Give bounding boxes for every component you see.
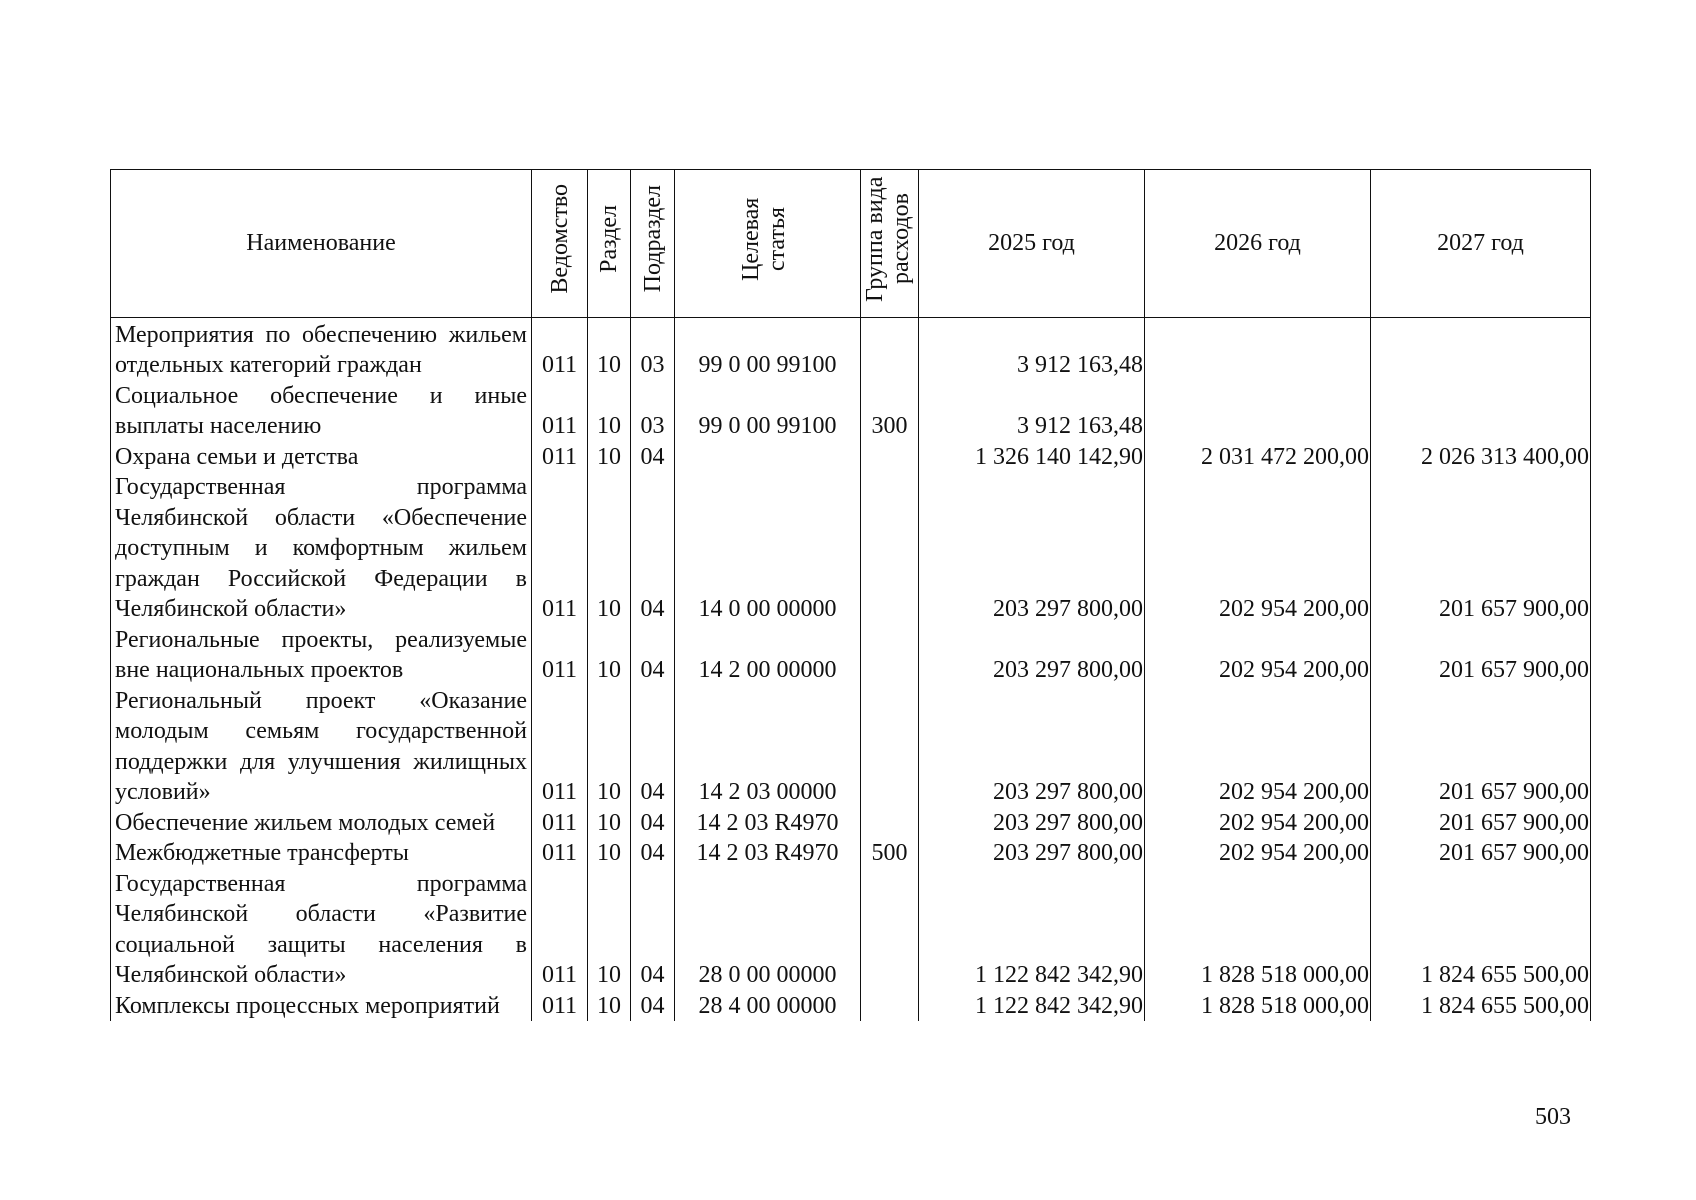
cell-2026 bbox=[1145, 381, 1371, 442]
cell-razdel: 10 bbox=[588, 381, 631, 442]
cell-podrazdel: 04 bbox=[631, 442, 675, 473]
header-vedomstvo-label: Ведомство bbox=[546, 184, 573, 294]
cell-2025: 203 297 800,00 bbox=[919, 808, 1145, 839]
cell-2025: 3 912 163,48 bbox=[919, 381, 1145, 442]
header-vedomstvo bbox=[532, 170, 588, 318]
cell-podrazdel: 04 bbox=[631, 991, 675, 1022]
cell-celevaya-statya: 99 0 00 99100 bbox=[675, 381, 861, 442]
cell-2027 bbox=[1371, 317, 1591, 381]
table-row bbox=[111, 838, 1591, 869]
cell-2026: 202 954 200,00 bbox=[1145, 808, 1371, 839]
cell-2027: 2 026 313 400,00 bbox=[1371, 442, 1591, 473]
cell-celevaya-statya: 14 2 03 R4970 bbox=[675, 808, 861, 839]
page-number: 503 bbox=[1535, 1104, 1571, 1130]
cell-2027: 201 657 900,00 bbox=[1371, 838, 1591, 869]
header-2026-label: 2026 год bbox=[1214, 230, 1301, 256]
cell-2025: 203 297 800,00 bbox=[919, 625, 1145, 686]
table-row bbox=[111, 869, 1591, 991]
header-name bbox=[111, 170, 532, 318]
cell-razdel: 10 bbox=[588, 472, 631, 625]
cell-razdel: 10 bbox=[588, 625, 631, 686]
cell-name: Региональный проект «Оказание молодым семьям государственной поддержки для улучшения жилищных условий» bbox=[111, 686, 532, 808]
cell-gruppa: 500 bbox=[861, 838, 919, 869]
header-gruppa-label: Группа вида расходов bbox=[861, 176, 914, 302]
cell-vedomstvo: 011 bbox=[532, 686, 588, 808]
header-razdel-label: Раздел bbox=[596, 205, 622, 273]
cell-name: Обеспечение жильем молодых семей bbox=[111, 808, 532, 839]
cell-vedomstvo: 011 bbox=[532, 869, 588, 991]
cell-celevaya-statya: 14 2 03 R4970 bbox=[675, 838, 861, 869]
cell-vedomstvo: 011 bbox=[532, 808, 588, 839]
cell-2026: 202 954 200,00 bbox=[1145, 686, 1371, 808]
cell-name: Мероприятия по обеспечению жильем отдельных категорий граждан bbox=[111, 317, 532, 381]
cell-2026: 202 954 200,00 bbox=[1145, 625, 1371, 686]
cell-2026: 1 828 518 000,00 bbox=[1145, 869, 1371, 991]
header-celevaya-label: Целевая статья bbox=[737, 197, 790, 281]
cell-podrazdel: 04 bbox=[631, 472, 675, 625]
cell-razdel: 10 bbox=[588, 991, 631, 1022]
cell-podrazdel: 04 bbox=[631, 686, 675, 808]
cell-gruppa bbox=[861, 625, 919, 686]
cell-2026: 202 954 200,00 bbox=[1145, 472, 1371, 625]
cell-razdel: 10 bbox=[588, 869, 631, 991]
cell-name: Государственная программа Челябинской области «Развитие социальной защиты населения в Челябинской области» bbox=[111, 869, 532, 991]
table-row bbox=[111, 991, 1591, 1022]
cell-gruppa bbox=[861, 317, 919, 381]
cell-2027: 201 657 900,00 bbox=[1371, 625, 1591, 686]
header-gruppa-vida-rashodov bbox=[861, 170, 919, 318]
cell-razdel: 10 bbox=[588, 317, 631, 381]
cell-podrazdel: 04 bbox=[631, 808, 675, 839]
table-row bbox=[111, 472, 1591, 625]
cell-name: Межбюджетные трансферты bbox=[111, 838, 532, 869]
cell-celevaya-statya: 28 4 00 00000 bbox=[675, 991, 861, 1022]
cell-podrazdel: 03 bbox=[631, 381, 675, 442]
cell-2025: 203 297 800,00 bbox=[919, 686, 1145, 808]
cell-name: Государственная программа Челябинской области «Обеспечение доступным и комфортным жильем граждан Российской Федерации в Челябинской области» bbox=[111, 472, 532, 625]
cell-2025: 203 297 800,00 bbox=[919, 838, 1145, 869]
cell-celevaya-statya: 14 2 03 00000 bbox=[675, 686, 861, 808]
cell-vedomstvo: 011 bbox=[532, 838, 588, 869]
cell-2027: 201 657 900,00 bbox=[1371, 808, 1591, 839]
cell-gruppa bbox=[861, 869, 919, 991]
cell-gruppa bbox=[861, 472, 919, 625]
cell-gruppa bbox=[861, 442, 919, 473]
cell-2025: 203 297 800,00 bbox=[919, 472, 1145, 625]
header-2025-label: 2025 год bbox=[988, 230, 1075, 256]
cell-2027 bbox=[1371, 381, 1591, 442]
cell-vedomstvo: 011 bbox=[532, 381, 588, 442]
cell-razdel: 10 bbox=[588, 686, 631, 808]
cell-podrazdel: 04 bbox=[631, 838, 675, 869]
cell-2025: 1 122 842 342,90 bbox=[919, 991, 1145, 1022]
cell-gruppa bbox=[861, 686, 919, 808]
budget-table bbox=[110, 169, 1591, 1021]
header-2027-label: 2027 год bbox=[1437, 230, 1524, 256]
cell-gruppa bbox=[861, 808, 919, 839]
table-row bbox=[111, 686, 1591, 808]
cell-2026 bbox=[1145, 317, 1371, 381]
cell-2025: 1 326 140 142,90 bbox=[919, 442, 1145, 473]
cell-celevaya-statya: 28 0 00 00000 bbox=[675, 869, 861, 991]
cell-razdel: 10 bbox=[588, 838, 631, 869]
cell-name: Региональные проекты, реализуемые вне национальных проектов bbox=[111, 625, 532, 686]
header-razdel bbox=[588, 170, 631, 318]
table-row bbox=[111, 442, 1591, 473]
cell-vedomstvo: 011 bbox=[532, 442, 588, 473]
header-year-2027 bbox=[1371, 170, 1591, 318]
cell-celevaya-statya: 14 2 00 00000 bbox=[675, 625, 861, 686]
cell-2026: 2 031 472 200,00 bbox=[1145, 442, 1371, 473]
cell-podrazdel: 04 bbox=[631, 869, 675, 991]
cell-vedomstvo: 011 bbox=[532, 625, 588, 686]
cell-vedomstvo: 011 bbox=[532, 317, 588, 381]
cell-podrazdel: 03 bbox=[631, 317, 675, 381]
cell-celevaya-statya bbox=[675, 442, 861, 473]
cell-2026: 202 954 200,00 bbox=[1145, 838, 1371, 869]
cell-2027: 1 824 655 500,00 bbox=[1371, 869, 1591, 991]
cell-gruppa: 300 bbox=[861, 381, 919, 442]
header-podrazdel bbox=[631, 170, 675, 318]
table-row bbox=[111, 381, 1591, 442]
cell-celevaya-statya: 99 0 00 99100 bbox=[675, 317, 861, 381]
header-year-2026 bbox=[1145, 170, 1371, 318]
cell-vedomstvo: 011 bbox=[532, 472, 588, 625]
cell-podrazdel: 04 bbox=[631, 625, 675, 686]
header-podrazdel-label: Подраздел bbox=[639, 185, 666, 293]
table-header-row bbox=[111, 170, 1591, 318]
header-year-2025 bbox=[919, 170, 1145, 318]
table-row bbox=[111, 808, 1591, 839]
cell-2026: 1 828 518 000,00 bbox=[1145, 991, 1371, 1022]
cell-razdel: 10 bbox=[588, 808, 631, 839]
cell-vedomstvo: 011 bbox=[532, 991, 588, 1022]
table-row bbox=[111, 317, 1591, 381]
cell-name: Комплексы процессных мероприятий bbox=[111, 991, 532, 1022]
cell-2025: 3 912 163,48 bbox=[919, 317, 1145, 381]
cell-2027: 201 657 900,00 bbox=[1371, 686, 1591, 808]
cell-2025: 1 122 842 342,90 bbox=[919, 869, 1145, 991]
header-celevaya-statya bbox=[675, 170, 861, 318]
cell-name: Социальное обеспечение и иные выплаты населению bbox=[111, 381, 532, 442]
cell-razdel: 10 bbox=[588, 442, 631, 473]
cell-gruppa bbox=[861, 991, 919, 1022]
cell-name: Охрана семьи и детства bbox=[111, 442, 532, 473]
cell-celevaya-statya: 14 0 00 00000 bbox=[675, 472, 861, 625]
table-row bbox=[111, 625, 1591, 686]
header-name-label: Наименование bbox=[246, 230, 396, 256]
cell-2027: 1 824 655 500,00 bbox=[1371, 991, 1591, 1022]
cell-2027: 201 657 900,00 bbox=[1371, 472, 1591, 625]
